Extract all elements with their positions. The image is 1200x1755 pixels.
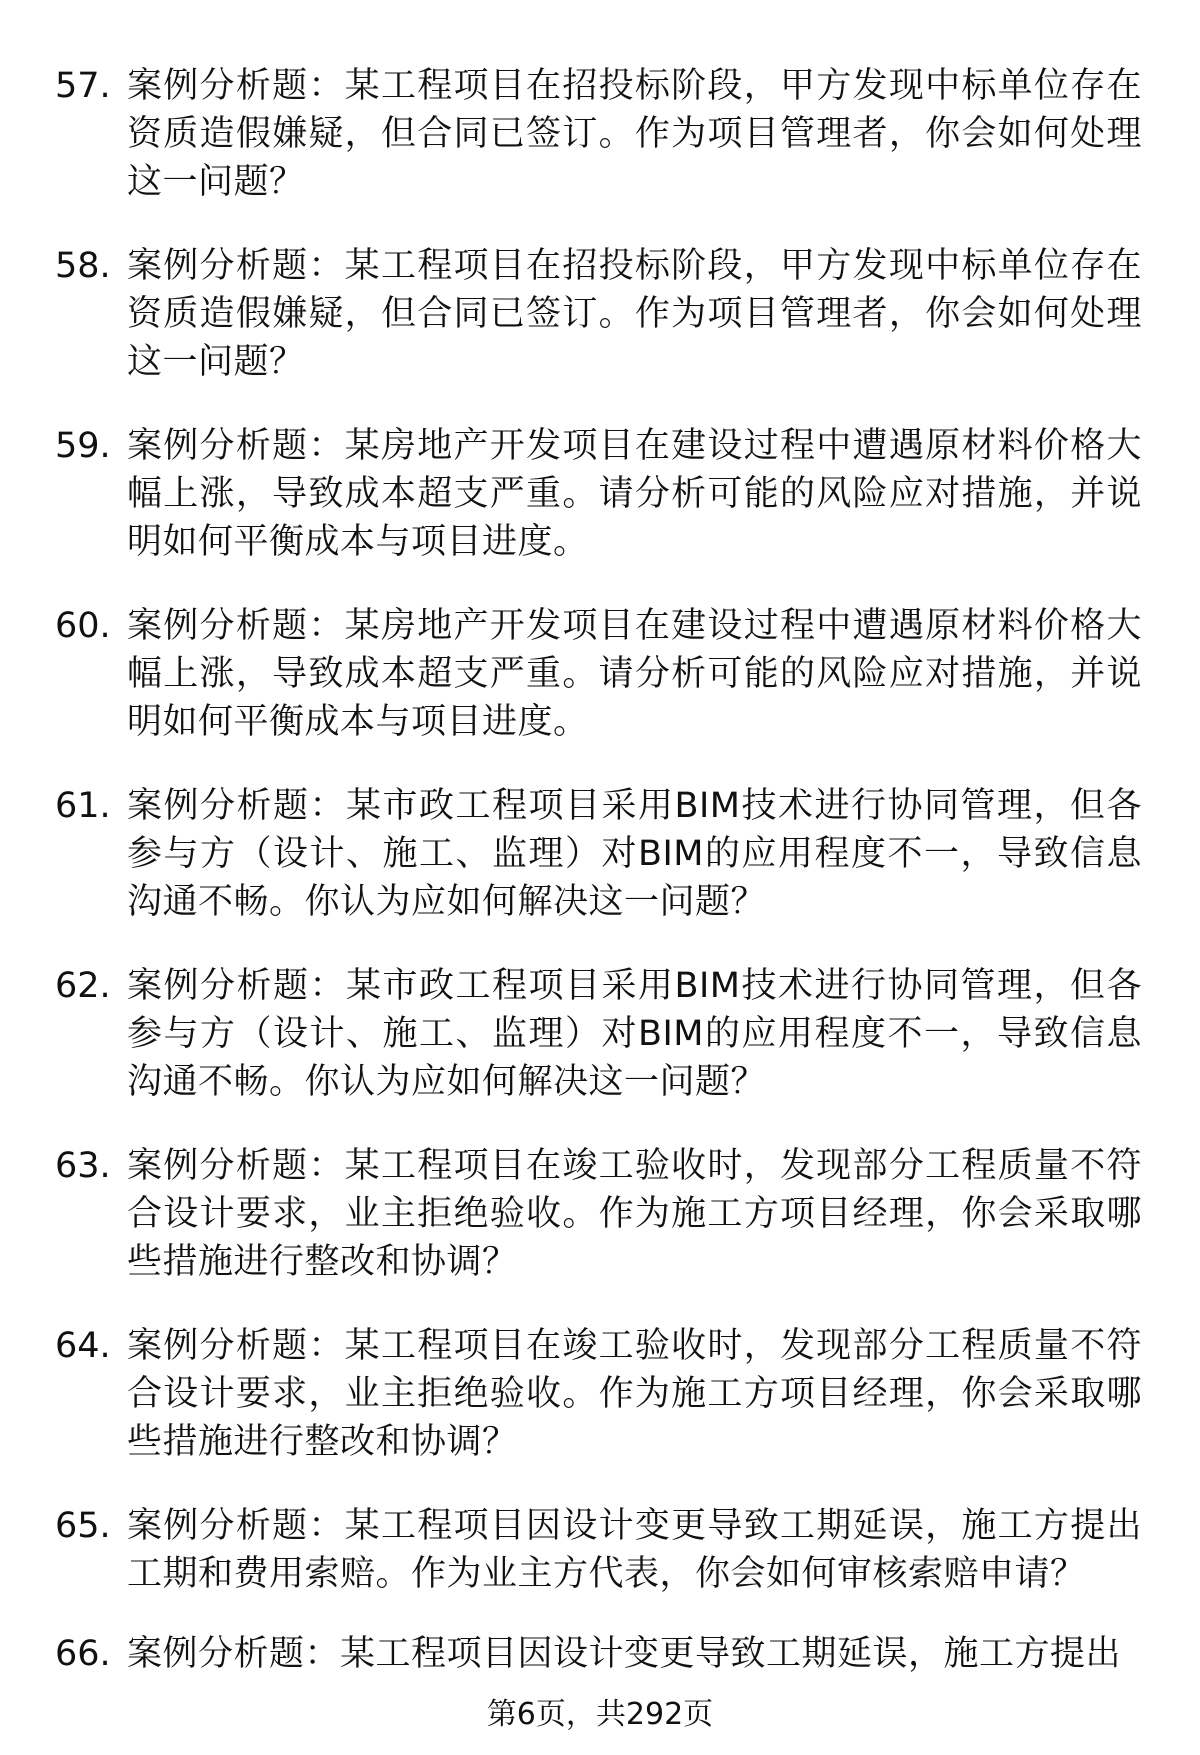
question-text: 案例分析题：某房地产开发项目在建设过程中遭遇原材料价格大幅上涨，导致成本超支严重。请分析可能的风险应对措施，并说明如何平衡成本与项目进度。 [127, 606, 1142, 742]
question-item [0, 1630, 1200, 1682]
question-text: 案例分析题：某房地产开发项目在建设过程中遭遇原材料价格大幅上涨，导致成本超支严重。请分析可能的风险应对措施，并说明如何平衡成本与项目进度。 [127, 426, 1142, 562]
question-text: 案例分析题：某市政工程项目采用BIM技术进行协同管理，但各参与方（设计、施工、监理）对BIM的应用程度不一，导致信息沟通不畅。你认为应如何解决这一问题？ [127, 966, 1142, 1102]
question-text: 案例分析题：某工程项目在招投标阶段，甲方发现中标单位存在资质造假嫌疑，但合同已签订。作为项目管理者，你会如何处理这一问题？ [127, 246, 1142, 382]
question-item [0, 1322, 1200, 1502]
question-text: 案例分析题：某工程项目在竣工验收时，发现部分工程质量不符合设计要求，业主拒绝验收。作为施工方项目经理，你会采取哪些措施进行整改和协调？ [127, 1326, 1142, 1462]
question-number: 64. [55, 1326, 111, 1366]
question-list [0, 62, 1200, 1682]
question-number: 62. [55, 966, 111, 1006]
question-item [0, 62, 1200, 242]
question-item [0, 782, 1200, 962]
page-footer [0, 1695, 1200, 1735]
question-text: 案例分析题：某工程项目因设计变更导致工期延误，施工方提出工期和费用索赔。作为业主方代表，你会如何审核索赔申请？ [127, 1506, 1142, 1594]
question-number: 58. [55, 246, 111, 286]
question-number: 63. [55, 1146, 111, 1186]
question-number: 57. [55, 66, 111, 106]
question-item [0, 962, 1200, 1142]
page-number-label: 第6页，共292页 [486, 1697, 714, 1732]
question-item [0, 1502, 1200, 1630]
question-text: 案例分析题：某工程项目在竣工验收时，发现部分工程质量不符合设计要求，业主拒绝验收。作为施工方项目经理，你会采取哪些措施进行整改和协调？ [127, 1146, 1142, 1282]
question-number: 61. [55, 786, 111, 826]
question-item [0, 422, 1200, 602]
question-number: 60. [55, 606, 111, 646]
question-item [0, 242, 1200, 422]
question-number: 59. [55, 426, 111, 466]
question-number: 65. [55, 1506, 111, 1546]
question-item [0, 602, 1200, 782]
question-item [0, 1142, 1200, 1322]
question-text: 案例分析题：某工程项目因设计变更导致工期延误，施工方提出 [127, 1634, 1122, 1674]
question-text: 案例分析题：某市政工程项目采用BIM技术进行协同管理，但各参与方（设计、施工、监理）对BIM的应用程度不一，导致信息沟通不畅。你认为应如何解决这一问题？ [127, 786, 1142, 922]
question-number: 66. [55, 1634, 111, 1674]
question-text: 案例分析题：某工程项目在招投标阶段，甲方发现中标单位存在资质造假嫌疑，但合同已签订。作为项目管理者，你会如何处理这一问题？ [127, 66, 1142, 202]
